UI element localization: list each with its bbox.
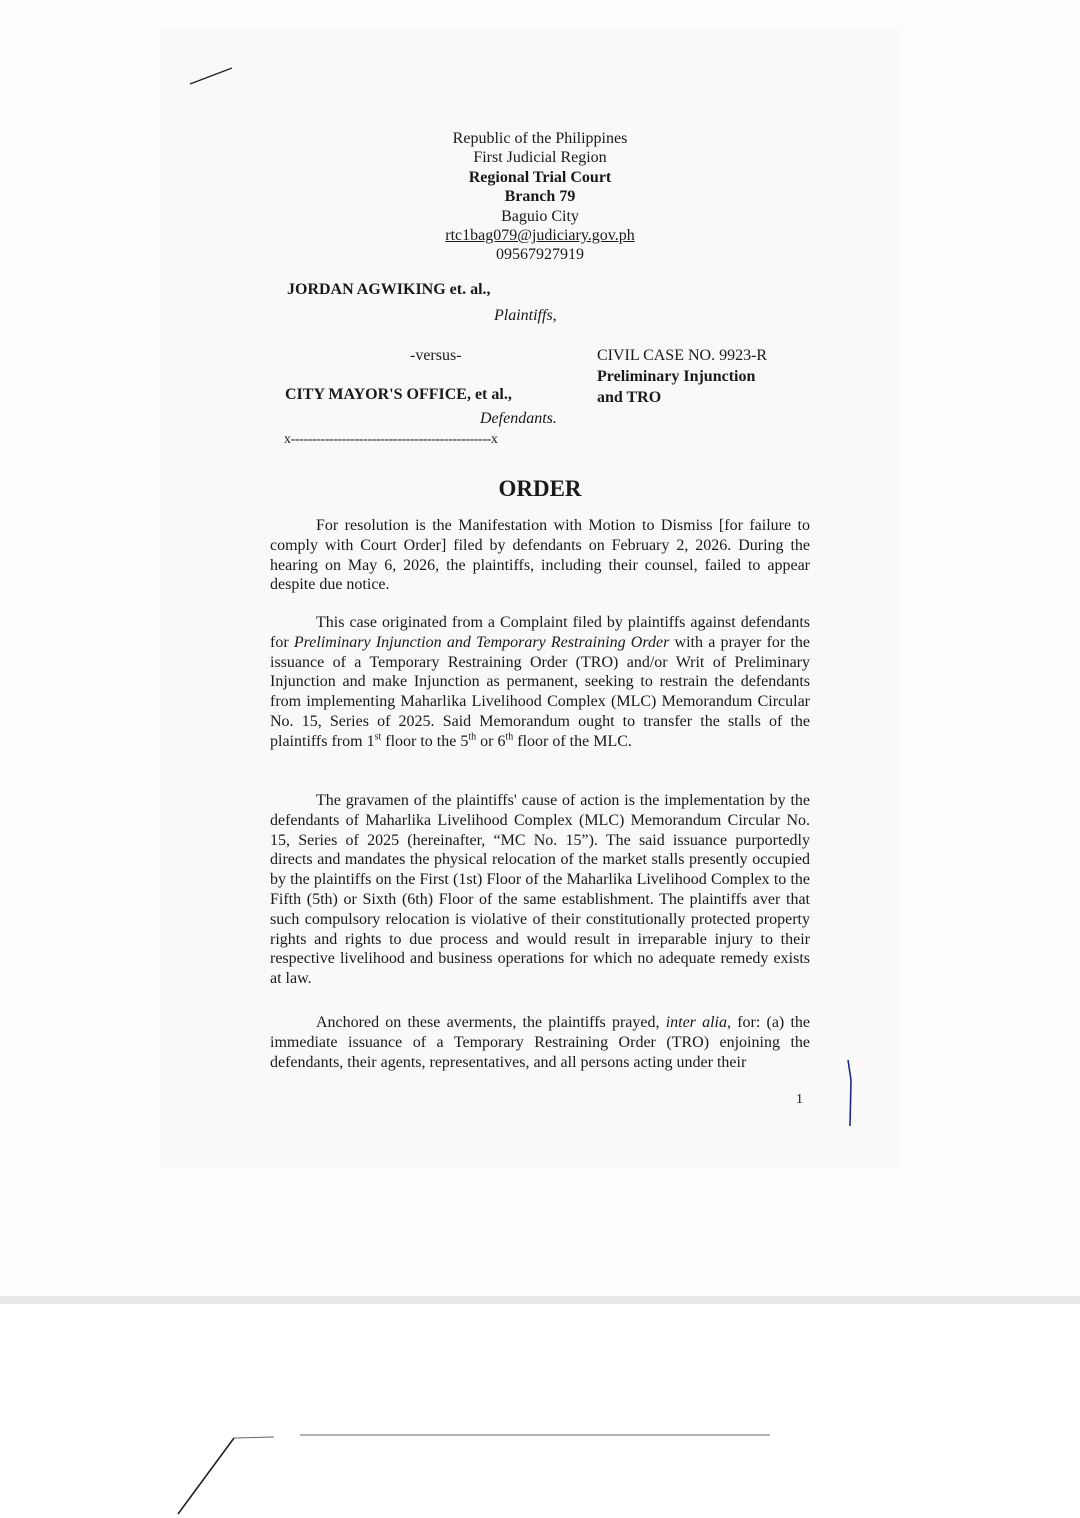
case-nature-line2: and TRO [597, 389, 662, 406]
paragraph-2-text-a: This case originated from a Complaint filed by plaintiffs against defendants for [270, 614, 810, 651]
header-city: Baguio City [501, 207, 579, 225]
paragraph-2 [270, 613, 810, 752]
paragraph-2-text-b: with a prayer for the issuance of a Temporary Restraining Order (TRO) and/or Writ of Preliminary Injunction and make Injunction as permanent, seeking to restrain the defendants from implementing Maharlika Livelihood Complex (MLC) Memorandum Circular No. 15, Series of 2025. Said Memorandum ought to transfer the stalls of the plaintiffs from 1 [270, 633, 811, 750]
page-2-top-edge [300, 1432, 780, 1438]
pen-stroke-mark [188, 64, 238, 88]
paragraph-2-text-c: floor to the 5 [381, 732, 469, 750]
case-number: CIVIL CASE NO. 9923-R [597, 347, 768, 364]
caption-separator: x-----------------------------------------------x [284, 432, 498, 447]
document-title: ORDER [498, 476, 582, 501]
versus-label: -versus- [410, 347, 462, 364]
header-court: Regional Trial Court [468, 168, 612, 186]
paragraph-3-text: The gravamen of the plaintiffs' cause of action is the implementation by the defendants of Maharlika Livelihood Complex (MLC) Memorandum Circular No. 15, Series of 2025 (hereinafter, “MC No. 15”). The said issuance purportedly directs and mandates the physical relocation of the market stalls presently occupied by the plaintiffs on the First (1st) Floor of the Maharlika Livelihood Complex to the Fifth (5th) or Sixth (6th) Floor of the same establishment. The plaintiffs aver that such compulsory relocation is violative of their constitutionally protected property rights and rights to due process and would result in irreparable injury to their respective livelihood and business operations for which no adequate remedy exists at law. [270, 792, 810, 988]
header-branch: Branch 79 [504, 188, 576, 206]
sup-5th: th [468, 731, 477, 743]
paragraph-4-italic: inter alia [665, 1014, 727, 1031]
court-header [0, 129, 1080, 265]
paragraph-4 [270, 1013, 810, 1072]
paragraph-1-text: For resolution is the Manifestation with Motion to Dismiss [for failure to comply with Court Order] filed by defendants on February 2, 2026. During the hearing on May 6, 2026, the plaintiffs, including their counsel, failed to appear despite due notice. [270, 517, 810, 594]
paragraph-2-text-e: floor of the MLC. [513, 732, 632, 750]
paragraph-4-text-b: , for: (a) the immediate issuance of a Temporary Restraining Order (TRO) enjoining the defendants, their agents, representatives, and all persons acting under their [270, 1014, 811, 1071]
header-email-link[interactable]: rtc1bag079@judiciary.gov.ph [445, 227, 635, 245]
case-nature-line1: Preliminary Injunction [597, 368, 756, 385]
paragraph-2-text-d: or 6 [476, 732, 506, 750]
header-judicial-region: First Judicial Region [473, 149, 607, 167]
paragraph-3 [270, 791, 810, 989]
plaintiff-name: JORDAN AGWIKING et. al., [287, 281, 491, 298]
paragraph-4-text-a: Anchored on these averments, the plaintiffs prayed, [316, 1014, 666, 1031]
header-republic: Republic of the Philippines [452, 130, 628, 147]
document-page-2 [0, 1304, 1080, 1514]
paragraph-2-italic: Preliminary Injunction and Temporary Restraining Order [293, 633, 670, 651]
defendant-name: CITY MAYOR'S OFFICE, et al., [285, 386, 512, 403]
defendant-role: Defendants. [480, 410, 557, 427]
page-divider [0, 1296, 1080, 1304]
header-phone: 09567927919 [496, 246, 584, 264]
page-number: 1 [796, 1092, 803, 1107]
plaintiff-role: Plaintiffs, [494, 307, 557, 324]
sup-1st: st [374, 731, 382, 743]
pen-margin-mark [842, 1058, 858, 1128]
paragraph-1 [270, 516, 810, 595]
pen-stroke-mark-page2 [174, 1434, 244, 1518]
sup-6th: th [505, 731, 514, 743]
